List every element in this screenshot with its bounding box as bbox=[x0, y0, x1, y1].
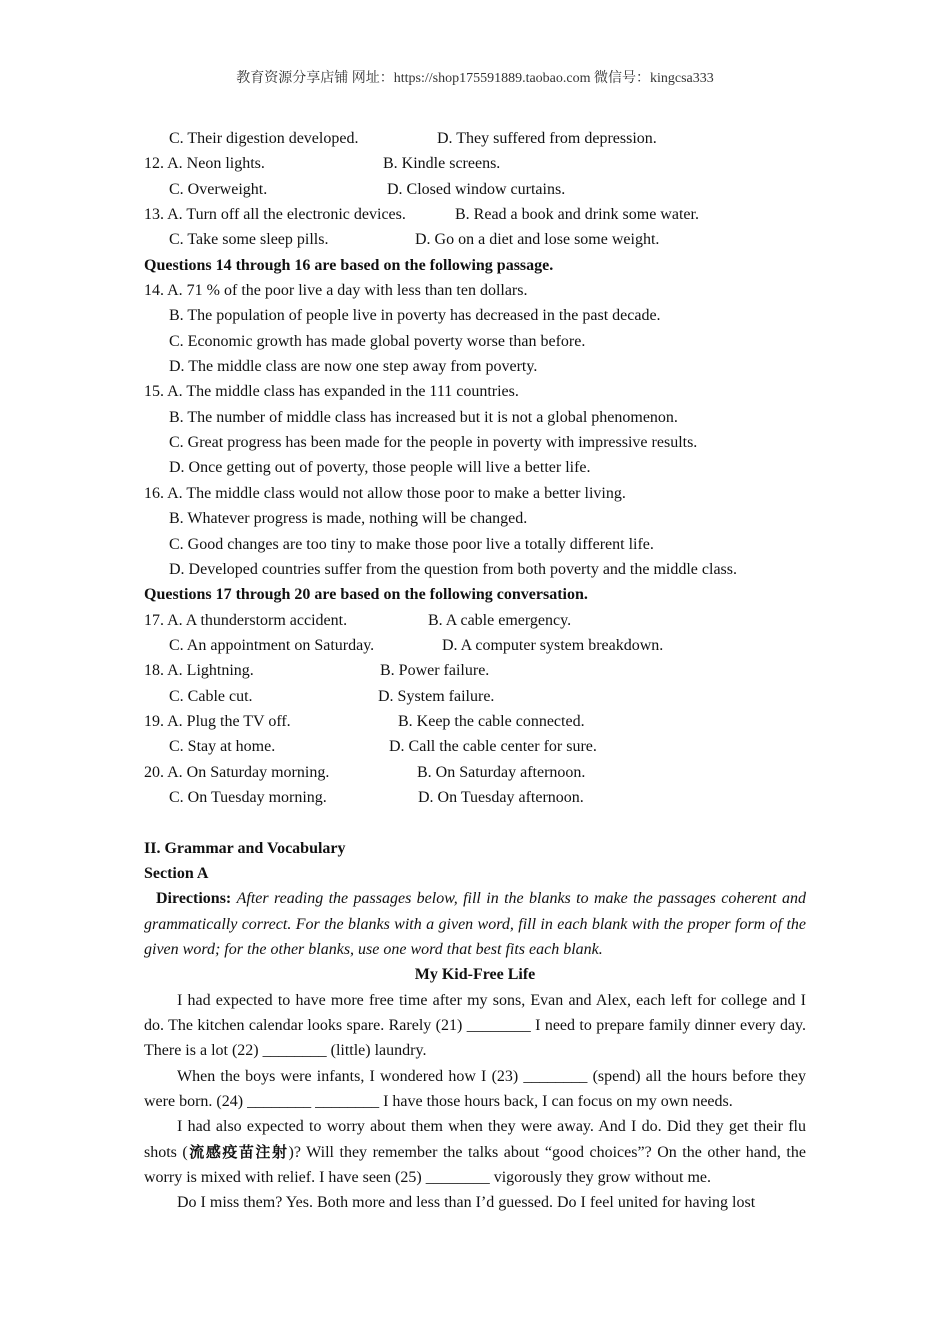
option-row bbox=[144, 151, 806, 176]
option-row bbox=[144, 734, 806, 759]
option-row bbox=[144, 227, 806, 252]
option-a: 20. A. On Saturday morning. bbox=[144, 763, 330, 781]
option-line: D. The middle class are now one step away from poverty. bbox=[169, 358, 538, 376]
option-row bbox=[144, 177, 806, 202]
exam-content bbox=[144, 126, 806, 1216]
section-heading-17-20: Questions 17 through 20 are based on the following conversation. bbox=[144, 586, 588, 604]
option-line: 14. A. 71 % of the poor live a day with less than ten dollars. bbox=[144, 282, 528, 300]
directions bbox=[144, 886, 806, 962]
chinese-gloss: 流感疫苗注射 bbox=[187, 1142, 289, 1161]
option-b: D. On Tuesday afternoon. bbox=[418, 788, 584, 806]
paragraph-1: I had expected to have more free time after my sons, Evan and Alex, each left for college and I do. The kitchen calendar looks spare. Rarely (21) ________ I need to prepare family dinner every day. There is a lot (22) ________ (little) laundry. bbox=[144, 991, 806, 1060]
option-a: C. On Tuesday morning. bbox=[169, 788, 327, 806]
option-b: D. Closed window curtains. bbox=[387, 180, 566, 198]
option-line: D. Once getting out of poverty, those people will live a better life. bbox=[169, 459, 591, 477]
option-row bbox=[144, 202, 806, 227]
option-line: 15. A. The middle class has expanded in the 111 countries. bbox=[144, 383, 519, 401]
option-b: D. Call the cable center for sure. bbox=[389, 738, 597, 756]
directions-text: After reading the passages below, fill in the blanks to make the passages coherent and grammatically correct. For the blanks with a given word, fill in each blank with the proper form of the given word; for the other blanks, use one word that best fits each blank. bbox=[144, 890, 806, 958]
option-a: C. Overweight. bbox=[169, 180, 268, 198]
option-line: C. Economic growth has made global poverty worse than before. bbox=[169, 332, 586, 350]
passage-title: My Kid-Free Life bbox=[414, 966, 536, 984]
option-row bbox=[144, 126, 806, 151]
option-row bbox=[144, 684, 806, 709]
option-a: 19. A. Plug the TV off. bbox=[144, 712, 291, 730]
option-line: C. Good changes are too tiny to make those poor live a totally different life. bbox=[169, 535, 654, 553]
option-a: C. Their digestion developed. bbox=[169, 130, 359, 147]
option-b: B. Power failure. bbox=[380, 662, 490, 680]
paragraph-3-part-2: )? Will they remember the talks about “good choices”? On the other hand, the worry is mixed with relief. I have seen (25) ________ vigorously they grow without me. bbox=[144, 1143, 806, 1187]
paragraph-3 bbox=[144, 1114, 806, 1190]
option-b: B. Kindle screens. bbox=[383, 155, 501, 173]
option-line: B. The number of middle class has increased but it is not a global phenomenon. bbox=[169, 408, 678, 426]
option-b: D. Go on a diet and lose some weight. bbox=[415, 231, 660, 249]
option-b: D. A computer system breakdown. bbox=[442, 636, 664, 654]
section-heading-14-16: Questions 14 through 16 are based on the following passage. bbox=[144, 256, 554, 274]
option-a: C. Cable cut. bbox=[169, 687, 253, 705]
section-title: Section A bbox=[144, 864, 209, 882]
option-a: 12. A. Neon lights. bbox=[144, 155, 265, 173]
option-line: B. Whatever progress is made, nothing will be changed. bbox=[169, 510, 528, 528]
questions-11-13 bbox=[144, 126, 806, 253]
option-line: C. Great progress has been made for the people in poverty with impressive results. bbox=[169, 434, 698, 452]
option-a: 17. A. A thunderstorm accident. bbox=[144, 611, 348, 629]
part-title: II. Grammar and Vocabulary bbox=[144, 839, 346, 857]
questions-14-16 bbox=[144, 278, 806, 582]
directions-label: Directions: bbox=[156, 890, 232, 908]
option-b: B. Keep the cable connected. bbox=[398, 712, 585, 730]
questions-17-20 bbox=[144, 608, 806, 811]
paragraph-4: Do I miss them? Yes. Both more and less than I’d guessed. Do I feel united for having lost bbox=[177, 1194, 756, 1212]
option-b: D. System failure. bbox=[378, 687, 495, 705]
option-a: C. Stay at home. bbox=[169, 738, 276, 756]
option-b: B. On Saturday afternoon. bbox=[417, 763, 586, 781]
option-b: B. Read a book and drink some water. bbox=[455, 206, 699, 224]
option-a: 18. A. Lightning. bbox=[144, 662, 254, 680]
paragraph-2: When the boys were infants, I wondered how I (23) ________ (spend) all the hours before they were born. (24) ________ ________ I have those hours back, I can focus on my own needs. bbox=[144, 1067, 806, 1111]
option-row bbox=[144, 633, 806, 658]
option-b: B. A cable emergency. bbox=[428, 611, 572, 629]
option-row bbox=[144, 608, 806, 633]
option-row bbox=[144, 658, 806, 683]
option-line: B. The population of people live in poverty has decreased in the past decade. bbox=[169, 307, 661, 325]
option-a: C. Take some sleep pills. bbox=[169, 231, 329, 249]
paragraph-3-part-1: I had also expected to worry about them when they were away. And I do. Did they get their flu shots ( bbox=[144, 1118, 806, 1161]
option-row bbox=[144, 709, 806, 734]
option-row bbox=[144, 785, 806, 810]
option-a: 13. A. Turn off all the electronic devices. bbox=[144, 206, 406, 224]
option-line: 16. A. The middle class would not allow those poor to make a better living. bbox=[144, 484, 626, 502]
page-header: 教育资源分享店铺 网址：https://shop175591889.taobao.com 微信号：kingcsa333 bbox=[236, 71, 714, 86]
option-row bbox=[144, 760, 806, 785]
option-line: D. Developed countries suffer from the question from both poverty and the middle class. bbox=[169, 560, 738, 578]
option-a: C. An appointment on Saturday. bbox=[169, 636, 375, 654]
option-b: D. They suffered from depression. bbox=[437, 130, 657, 147]
